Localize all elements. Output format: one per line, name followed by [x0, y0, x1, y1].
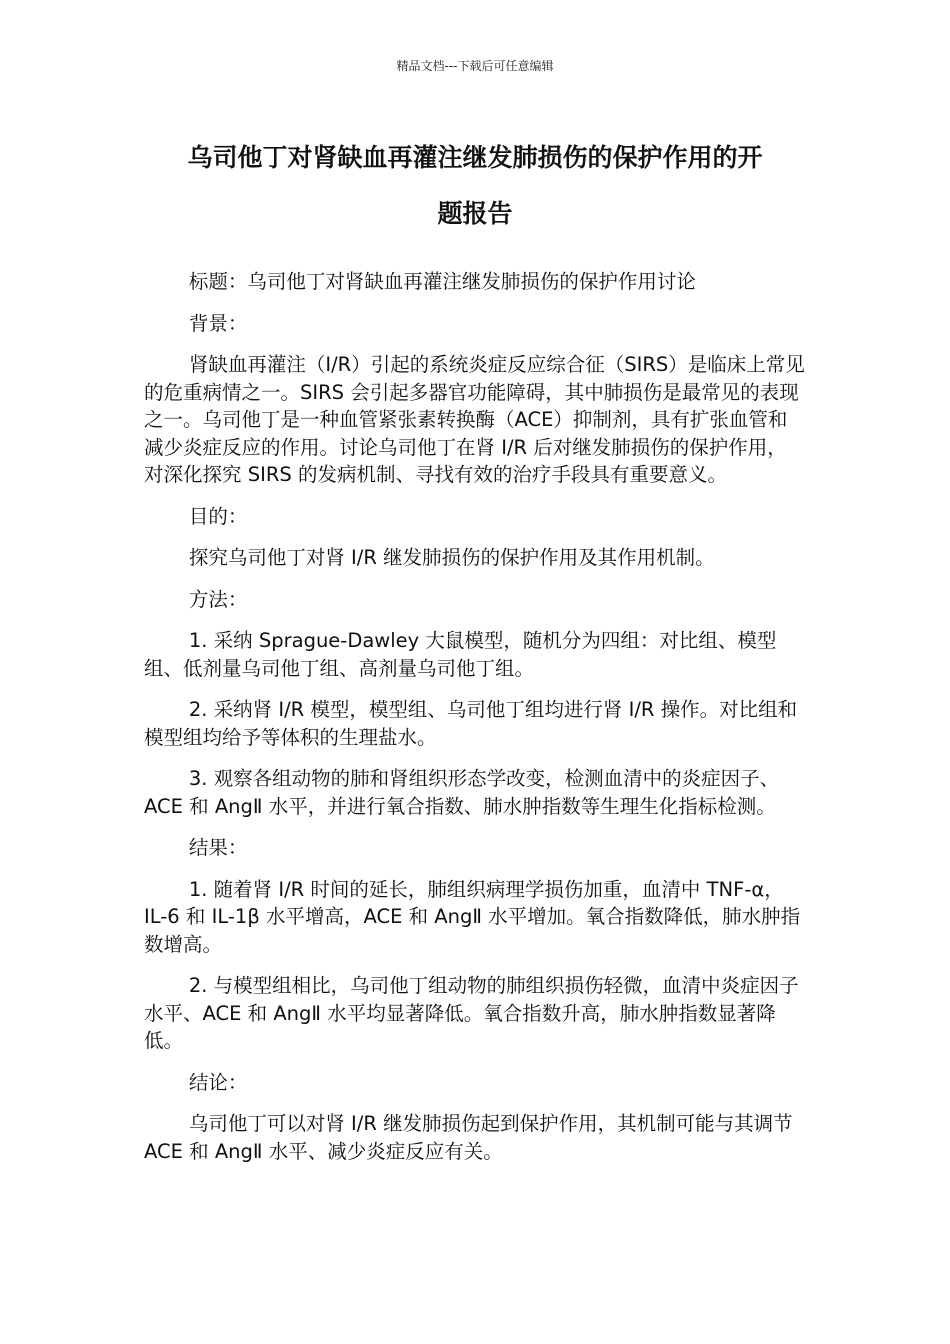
title-line-2: 题报告 — [437, 199, 513, 228]
results-heading: 结果： — [188, 836, 248, 859]
document-body — [144, 268, 806, 1179]
background-heading: 背景： — [188, 311, 248, 335]
methods-heading: 方法： — [188, 587, 248, 611]
document-title — [135, 130, 815, 242]
conclusion-paragraph: 乌司他丁可以对肾 I/R 继发肺损伤起到保护作用，其机制可能与其调节 ACE 和 AngⅡ 水平、减少炎症反应有关。 — [144, 1112, 793, 1163]
methods-item-1: 1. 采纳 Sprague-Dawley 大鼠模型，随机分为四组：对比组、模型组、低剂量乌司他丁组、高剂量乌司他丁组。 — [144, 629, 777, 680]
conclusion-heading: 结论： — [188, 1070, 248, 1094]
title-line-1: 乌司他丁对肾缺血再灌注继发肺损伤的保护作用的开 — [187, 143, 763, 172]
page-header: 精品文档---下载后可任意编辑 — [396, 59, 554, 73]
objective-heading: 目的： — [188, 504, 248, 528]
background-paragraph: 肾缺血再灌注（I/R）引起的系统炎症反应综合征（SIRS）是临床上常见的危重病情之一。SIRS 会引起多器官功能障碍，其中肺损伤是最常见的表现之一。乌司他丁是一种血管紧张素转换酶（ACE）抑制剂，具有扩张血管和减少炎症反应的作用。讨论乌司他丁在肾 I/R 后对继发肺损伤的保护作用，对深化探究 SIRS 的发病机制、寻找有效的治疗手段具有重要意义。 — [144, 353, 805, 486]
results-item-2: 2. 与模型组相比，乌司他丁组动物的肺组织损伤轻微，血清中炎症因子水平、ACE 和 AngⅡ 水平均显著降低。氧合指数升高，肺水肿指数显著降低。 — [144, 974, 799, 1052]
results-item-1: 1. 随着肾 I/R 时间的延长，肺组织病理学损伤加重，血清中 TNF-α，IL-6 和 IL-1β 水平增高，ACE 和 AngⅡ 水平增加。氧合指数降低，肺水肿指数增高。 — [144, 877, 801, 956]
methods-item-3: 3. 观察各组动物的肺和肾组织形态学改变，检测血清中的炎症因子、ACE 和 AngⅡ 水平，并进行氧合指数、肺水肿指数等生理生化指标检测。 — [144, 767, 780, 818]
methods-item-2: 2. 采纳肾 I/R 模型，模型组、乌司他丁组均进行肾 I/R 操作。对比组和模型组均给予等体积的生理盐水。 — [144, 698, 798, 749]
objective-paragraph: 探究乌司他丁对肾 I/R 继发肺损伤的保护作用及其作用机制。 — [188, 546, 715, 569]
subject-paragraph: 标题：乌司他丁对肾缺血再灌注继发肺损伤的保护作用讨论 — [188, 270, 696, 293]
